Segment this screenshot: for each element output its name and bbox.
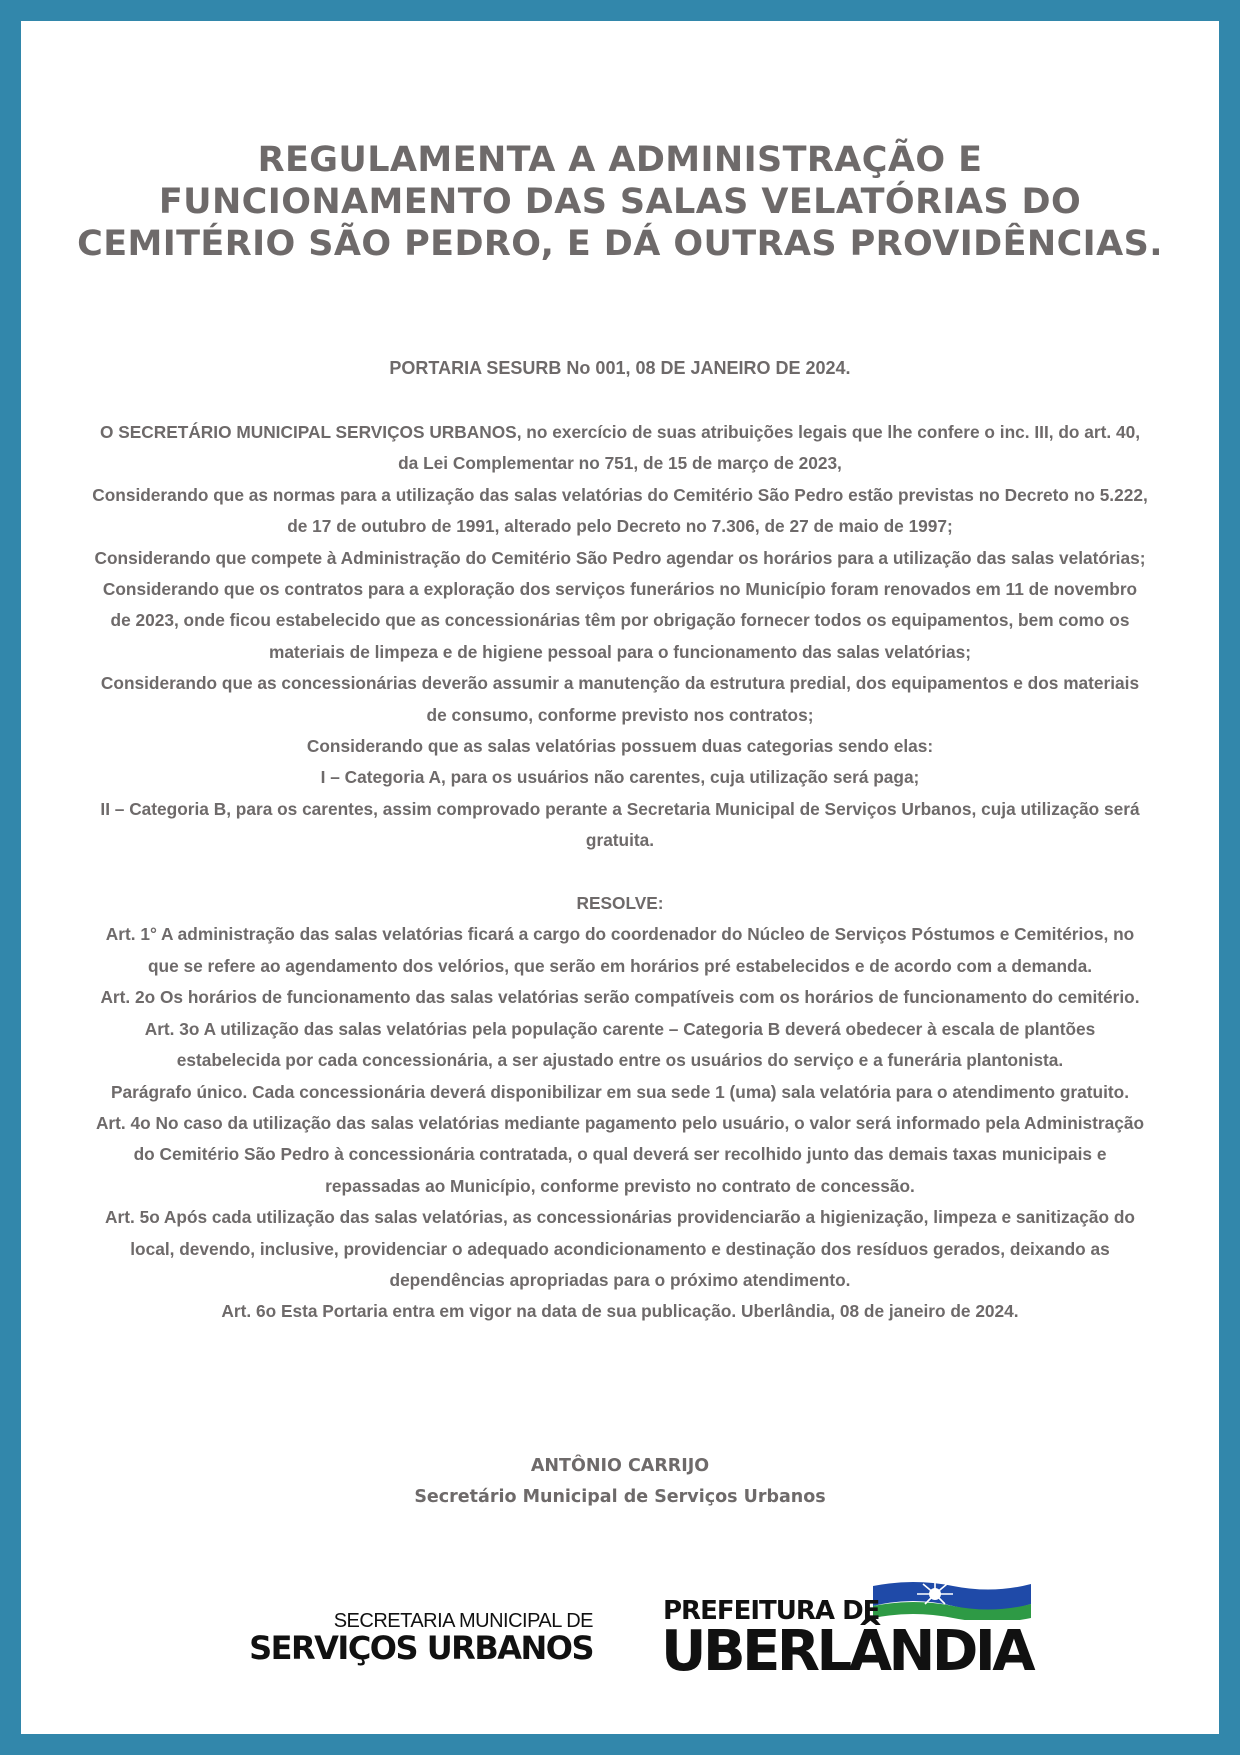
sesurb-logo-line2: SERVIÇOS URBANOS <box>249 1629 593 1667</box>
article-1: Art. 1° A administração das salas velatórias ficará a cargo do coordenador do Núcleo de Serviços Póstumos e Cemitérios, no que se refere ao agendamento dos velórios, que serão em horários pré estabelecidos e de acordo com a demanda. <box>105 924 1135 976</box>
prefeitura-logo-line2: UBERLÂNDIA <box>661 1619 1033 1684</box>
category-b: II – Categoria B, para os carentes, assim comprovado perante a Secretaria Municipal de Serviços Urbanos, cuja utilização será gratuita. <box>100 798 1140 851</box>
sesurb-logo <box>247 1611 593 1665</box>
article-3: Art. 3o A utilização das salas velatórias pela população carente – Categoria B deverá obedecer à escala de plantões estabelecida por cada concessionária, a ser ajustado entre os usuários do serviço e a funerária plantonista. <box>144 1018 1096 1071</box>
article-4: Art. 4o No caso da utilização das salas velatórias mediante pagamento pelo usuário, o valor será informado pela Administração do Cemitério São Pedro à concessionária contratada, o qual deverá ser recolhido junto das demais taxas municipais e repassadas ao Município, conforme previsto no contrato de concessão. <box>95 1112 1145 1196</box>
document-title: REGULAMENTA A ADMINISTRAÇÃO E FUNCIONAMENTO DAS SALAS VELATÓRIAS DO CEMITÉRIO SÃO PEDRO, E DÁ OUTRAS PROVIDÊNCIAS. <box>77 140 1163 264</box>
prefeitura-logo <box>661 1576 1041 1684</box>
paragrafo-unico: Parágrafo único. Cada concessionária deverá disponibilizar em sua sede 1 (uma) sala velatória para o atendimento gratuito. <box>111 1081 1129 1102</box>
consideration-1: Considerando que as normas para a utilização das salas velatórias do Cemitério São Pedro estão previstas no Decreto no 5.222, de 17 de outubro de 1991, alterado pelo Decreto no 7.306, de 27 de maio de 1997; <box>92 484 1148 537</box>
resolve-heading: RESOLVE: <box>576 893 664 914</box>
consideration-2: Considerando que compete à Administração do Cemitério São Pedro agendar os horários para a utilização das salas velatórias; <box>94 547 1146 568</box>
article-6: Art. 6o Esta Portaria entra em vigor na data de sua publicação. Uberlândia, 08 de janeiro de 2024. <box>221 1301 1019 1322</box>
article-5: Art. 5o Após cada utilização das salas velatórias, as concessionárias providenciarão a higienização, limpeza e sanitização do local, devendo, inclusive, providenciar o adequado acondicionamento e destinação dos resíduos gerados, deixando as dependências apropriadas para o próximo atendimento. <box>105 1207 1135 1290</box>
consideration-5: Considerando que as salas velatórias possuem duas categorias sendo elas: <box>306 736 934 757</box>
article-2: Art. 2o Os horários de funcionamento das salas velatórias serão compatíveis com os horários de funcionamento do cemitério. <box>100 987 1140 1008</box>
sesurb-logo-line1: SECRETARIA MUNICIPAL DE <box>333 1610 593 1632</box>
signatory-name: ANTÔNIO CARRIJO <box>530 1456 710 1476</box>
portaria-heading: PORTARIA SESURB No 001, 08 DE JANEIRO DE 2024. <box>389 358 851 378</box>
uberlandia-flag-icon <box>873 1576 1031 1620</box>
prefeitura-logo-line1: PREFEITURA DE <box>663 1596 880 1626</box>
document-body <box>91 417 1149 1328</box>
spacer <box>91 857 1149 888</box>
signatory-role: Secretário Municipal de Serviços Urbanos <box>414 1487 826 1507</box>
signature-block <box>76 1451 1164 1513</box>
consideration-3: Considerando que os contratos para a exploração dos serviços funerários no Município foram renovados em 11 de novembro de 2023, onde ficou estabelecido que as concessionárias têm por obrigação fornecer todos os equipamentos, bem como os materiais de limpeza e de higiene pessoal para o funcionamento das salas velatórias; <box>102 579 1138 662</box>
preamble: O SECRETÁRIO MUNICIPAL SERVIÇOS URBANOS, no exercício de suas atribuições legais que lhe confere o inc. III, do art. 40, da Lei Complementar no 751, de 15 de março de 2023, <box>99 422 1140 474</box>
category-a: I – Categoria A, para os usuários não carentes, cuja utilização será paga; <box>320 767 920 788</box>
consideration-4: Considerando que as concessionárias deverão assumir a manutenção da estrutura predial, dos equipamentos e dos materiais de consumo, conforme previsto nos contratos; <box>100 673 1140 725</box>
